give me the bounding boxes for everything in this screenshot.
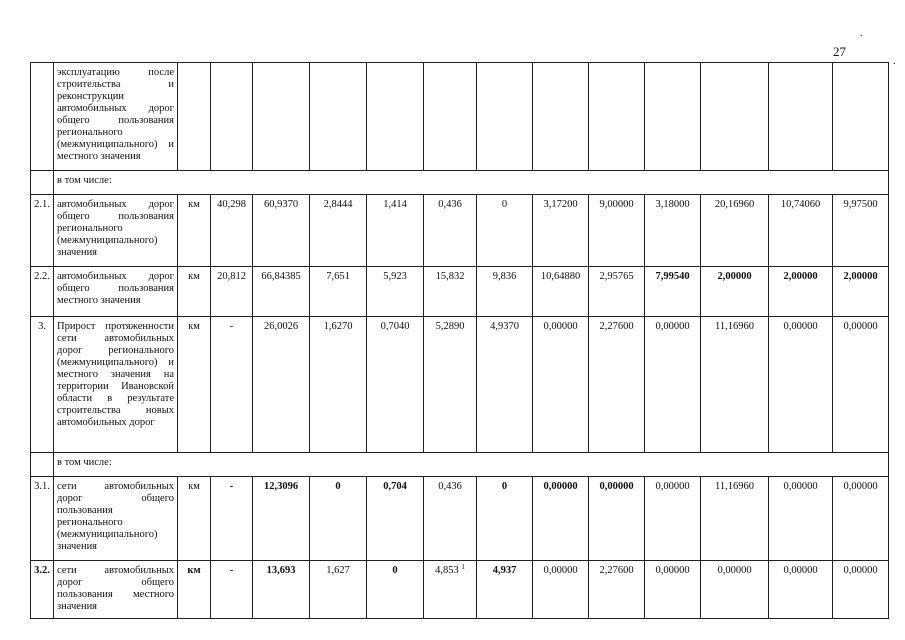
value-cell: 2,8444 bbox=[310, 195, 367, 267]
table-row bbox=[31, 195, 889, 267]
value-cell: 0,00000 bbox=[589, 477, 645, 561]
scan-mark: . bbox=[860, 28, 863, 39]
table-row bbox=[31, 317, 889, 453]
subheading: в том числе: bbox=[54, 171, 889, 195]
row-unit: км bbox=[178, 317, 211, 453]
value-cell: 0,00000 bbox=[769, 477, 833, 561]
value-cell: 60,9370 bbox=[253, 195, 310, 267]
value-cell: 26,0026 bbox=[253, 317, 310, 453]
value-cell: 40,298 bbox=[211, 195, 253, 267]
value-cell: 15,832 bbox=[424, 267, 477, 317]
row-index: 3. bbox=[31, 317, 54, 453]
row-index bbox=[31, 63, 54, 171]
value-cell: - bbox=[211, 477, 253, 561]
value-cell: 0,00000 bbox=[533, 477, 589, 561]
value-cell: 4,9370 bbox=[477, 317, 533, 453]
row-index: 2.1. bbox=[31, 195, 54, 267]
value-cell: 12,3096 bbox=[253, 477, 310, 561]
value-cell: 0,00000 bbox=[533, 317, 589, 453]
row-index: 2.2. bbox=[31, 267, 54, 317]
table-row bbox=[31, 453, 889, 477]
value-cell: 0 bbox=[477, 195, 533, 267]
row-unit: км bbox=[178, 267, 211, 317]
table-row bbox=[31, 171, 889, 195]
row-description: Прирост протяженности сети автомобильных дорог регионального (межмуниципального) и местного значения на территории Ивановской области в результате строительства новых автомобильных дорог bbox=[54, 317, 178, 453]
value-cell: 0,436 bbox=[424, 477, 477, 561]
value-cell: 10,74060 bbox=[769, 195, 833, 267]
value-cell: 0 bbox=[310, 477, 367, 561]
value-cell: 13,693 bbox=[253, 561, 310, 619]
value-cell: 2,00000 bbox=[701, 267, 769, 317]
subheading: в том числе: bbox=[54, 453, 889, 477]
value-cell: 0,00000 bbox=[533, 561, 589, 619]
value-cell: 10,64880 bbox=[533, 267, 589, 317]
row-unit: км bbox=[178, 477, 211, 561]
value-cell: 2,00000 bbox=[769, 267, 833, 317]
value-cell: 4,937 bbox=[477, 561, 533, 619]
value-cell: 0,704 bbox=[367, 477, 424, 561]
value-cell: 9,836 bbox=[477, 267, 533, 317]
value-cell: 1,627 bbox=[310, 561, 367, 619]
value-cell: 0,7040 bbox=[367, 317, 424, 453]
table-row bbox=[31, 561, 889, 619]
row-description: автомобильных дорог общего пользования регионального (межмуниципального) значения bbox=[54, 195, 178, 267]
value-cell: 11,16960 bbox=[701, 477, 769, 561]
row-unit: км bbox=[178, 561, 211, 619]
value-cell: 1,414 bbox=[367, 195, 424, 267]
table-row bbox=[31, 477, 889, 561]
value-cell: 0,00000 bbox=[645, 561, 701, 619]
row-description: сети автомобильных дорог общего пользования местного значения bbox=[54, 561, 178, 619]
value-cell: - bbox=[211, 561, 253, 619]
value-cell: 11,16960 bbox=[701, 317, 769, 453]
row-index: 3.1. bbox=[31, 477, 54, 561]
value-cell: 0 bbox=[367, 561, 424, 619]
value-cell: 0,00000 bbox=[645, 477, 701, 561]
row-description: автомобильных дорог общего пользования местного значения bbox=[54, 267, 178, 317]
row-index: 3.2. bbox=[31, 561, 54, 619]
value-cell: 66,84385 bbox=[253, 267, 310, 317]
value-cell: 0 bbox=[477, 477, 533, 561]
table-row bbox=[31, 63, 889, 171]
value-cell: 3,17200 bbox=[533, 195, 589, 267]
value-cell: 3,18000 bbox=[645, 195, 701, 267]
value-cell: - bbox=[211, 317, 253, 453]
value-cell: 0,00000 bbox=[833, 561, 889, 619]
value-cell: 2,27600 bbox=[589, 317, 645, 453]
footnote-mark: 1 bbox=[461, 563, 465, 571]
value-cell: 0,00000 bbox=[645, 317, 701, 453]
value-text: 4,853 bbox=[435, 565, 459, 576]
value-cell: 0,00000 bbox=[769, 561, 833, 619]
row-unit: км bbox=[178, 195, 211, 267]
value-cell bbox=[424, 561, 477, 619]
table-row bbox=[31, 267, 889, 317]
value-cell: 2,27600 bbox=[589, 561, 645, 619]
value-cell: 9,00000 bbox=[589, 195, 645, 267]
page-number: 27 bbox=[833, 44, 846, 59]
value-cell: 7,99540 bbox=[645, 267, 701, 317]
scan-mark: . bbox=[893, 56, 896, 67]
value-cell: 20,16960 bbox=[701, 195, 769, 267]
value-cell: 2,00000 bbox=[833, 267, 889, 317]
indicators-table bbox=[30, 62, 889, 619]
value-cell: 0,00000 bbox=[833, 477, 889, 561]
value-cell: 9,97500 bbox=[833, 195, 889, 267]
value-cell: 1,6270 bbox=[310, 317, 367, 453]
value-cell: 20,812 bbox=[211, 267, 253, 317]
row-description: эксплуатацию после строительства и реконструкции автомобильных дорог общего пользования регионального (межмуниципального) и местного значения bbox=[54, 63, 178, 171]
value-cell: 5,923 bbox=[367, 267, 424, 317]
value-cell: 5,2890 bbox=[424, 317, 477, 453]
value-cell: 0,00000 bbox=[701, 561, 769, 619]
value-cell: 7,651 bbox=[310, 267, 367, 317]
value-cell: 0,00000 bbox=[833, 317, 889, 453]
value-cell: 2,95765 bbox=[589, 267, 645, 317]
value-cell: 0,00000 bbox=[769, 317, 833, 453]
value-cell: 0,436 bbox=[424, 195, 477, 267]
row-description: сети автомобильных дорог общего пользования регионального (межмуниципального) значения bbox=[54, 477, 178, 561]
